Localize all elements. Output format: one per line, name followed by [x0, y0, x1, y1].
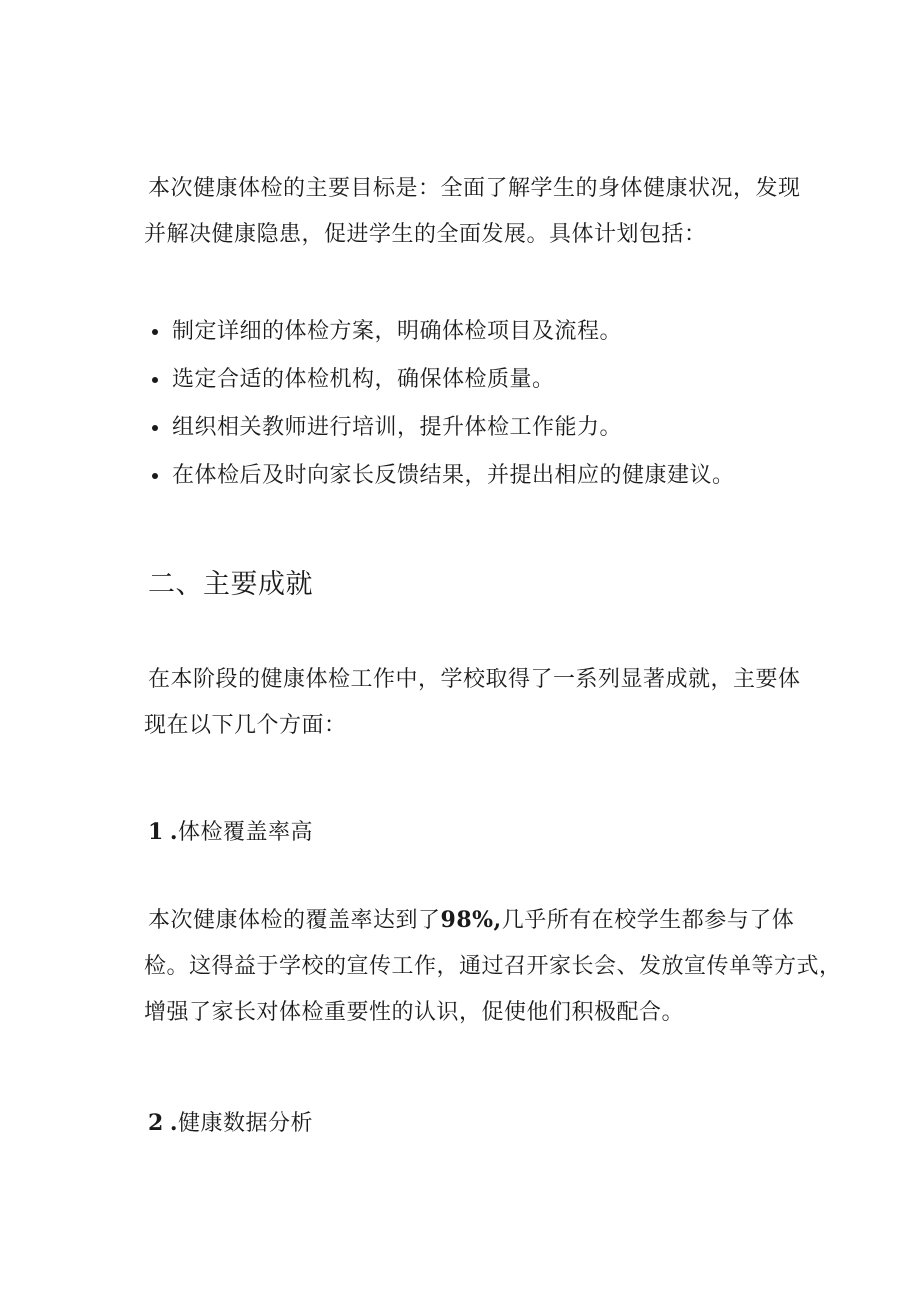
list-item-text: 在体检后及时向家长反馈结果，并提出相应的健康建议。 — [172, 463, 735, 488]
subheading-1 — [148, 815, 313, 846]
intro-paragraph — [144, 166, 828, 258]
subheading-dot: . — [169, 819, 178, 845]
list-item-text: 组织相关教师进行培训，提升体检工作能力。 — [172, 415, 623, 440]
subheading-number: 2 — [148, 1110, 164, 1136]
subheading-dot: . — [169, 1110, 178, 1136]
subheading-2 — [148, 1106, 313, 1137]
list-item-text: 选定合适的体检机构，确保体检质量。 — [172, 367, 555, 392]
list-item — [148, 356, 848, 404]
list-item — [148, 404, 848, 452]
section2-intro-paragraph — [144, 657, 828, 749]
bullet-icon — [152, 425, 158, 431]
bullet-icon — [152, 329, 158, 335]
list-item — [148, 308, 848, 356]
section-heading: 二、主要成就 — [148, 569, 313, 600]
section2-intro-line-1: 在本阶段的健康体检工作中，学校取得了一系列显著成就，主要体 — [148, 667, 801, 692]
list-item-text: 制定详细的体检方案，明确体检项目及流程。 — [172, 319, 623, 344]
section2-intro-line-2: 现在以下几个方面： — [144, 713, 347, 738]
coverage-text-after: 几乎所有在校学生都参与了体 — [501, 908, 795, 933]
coverage-percentage: 98%, — [440, 907, 502, 933]
coverage-paragraph — [144, 897, 842, 1036]
intro-line-1: 本次健康体检的主要目标是：全面了解学生的身体健康状况，发现 — [148, 176, 801, 201]
list-item — [148, 452, 848, 500]
intro-line-2: 并解决健康隐患，促进学生的全面发展。具体计划包括： — [144, 222, 707, 247]
plan-list — [148, 308, 848, 500]
subheading-title: 健康数据分析 — [177, 1111, 313, 1136]
subheading-number: 1 — [148, 819, 164, 845]
coverage-line-3: 增强了家长对体检重要性的认识，促使他们积极配合。 — [144, 1000, 685, 1025]
coverage-text-before: 本次健康体检的覆盖率达到了 — [148, 908, 441, 933]
bullet-icon — [152, 473, 158, 479]
coverage-line-1 — [148, 897, 828, 944]
coverage-line-2: 检。这得益于学校的宣传工作，通过召开家长会、发放宣传单等方式， — [144, 954, 842, 979]
bullet-icon — [152, 377, 158, 383]
subheading-title: 体检覆盖率高 — [177, 820, 313, 845]
